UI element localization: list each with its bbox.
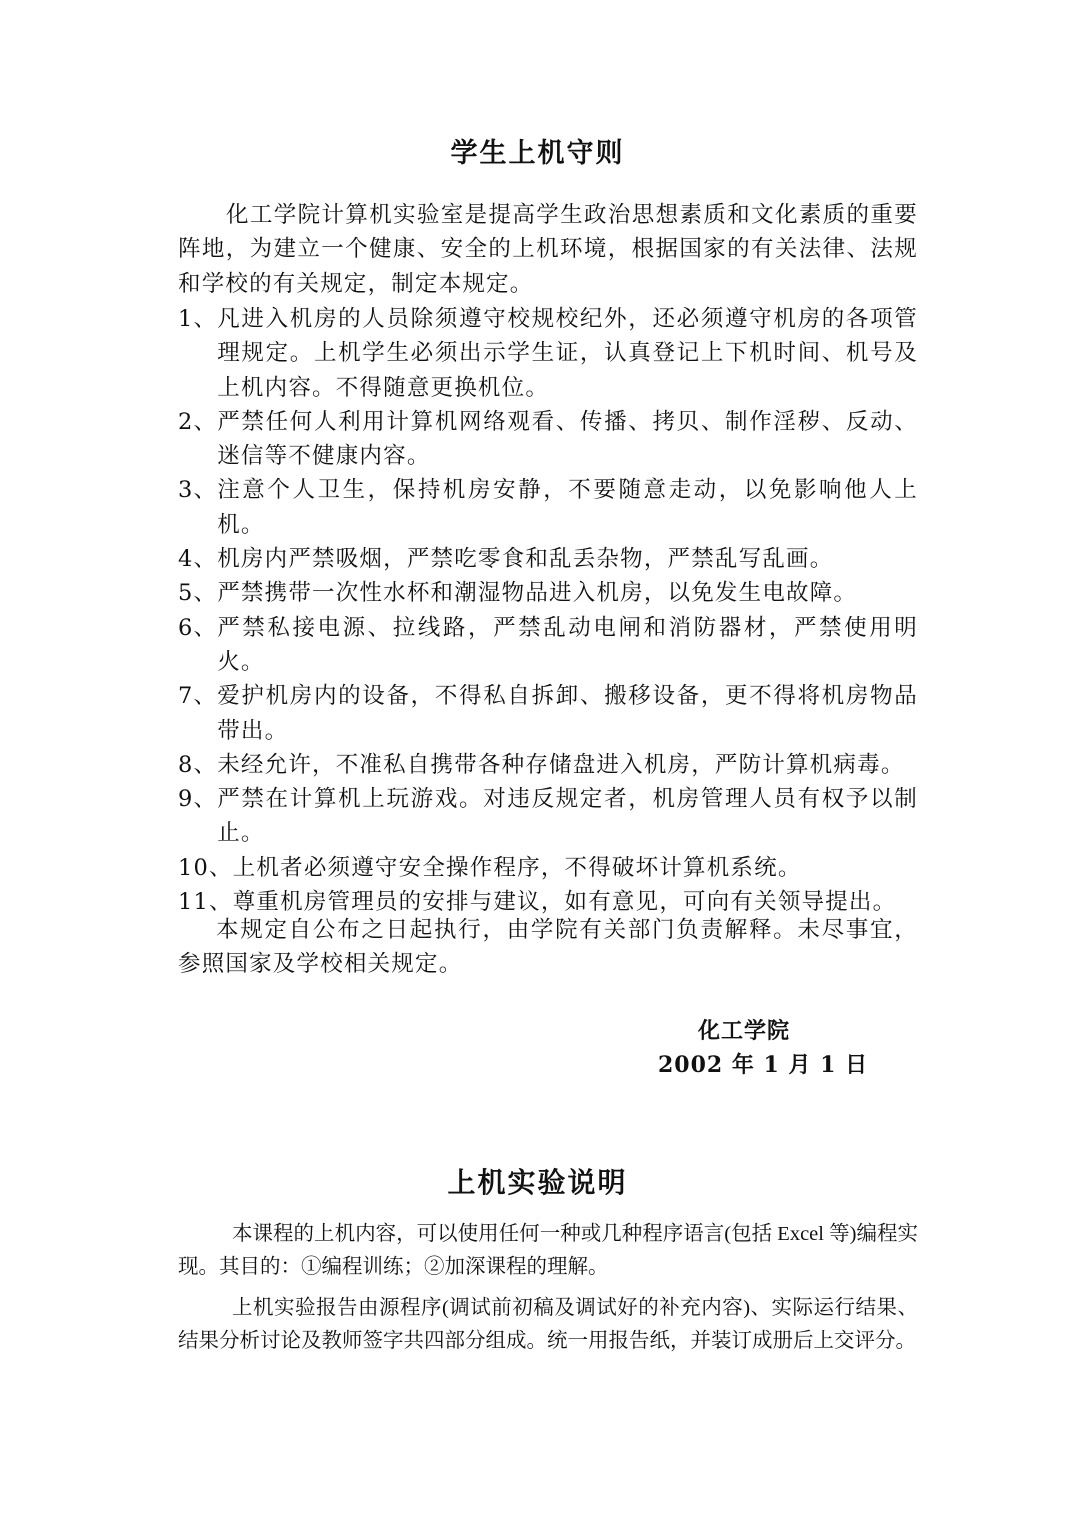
rule-item [178,302,918,405]
rule-number: 6、 [178,614,218,641]
rule-text: 上机者必须遵守安全操作程序，不得破坏计算机系统。 [232,854,802,881]
notes-paragraph: 上机实验报告由源程序(调试前初稿及调试好的补充内容)、实际运行结果、结果分析讨论及教师签字共四部分组成。统一用报告纸，并装订成册后上交评分。 [178,1297,918,1352]
signature-date: 2002 年 1 月 1 日 [658,1052,869,1078]
rule-text: 严禁任何人利用计算机网络观看、传播、拷贝、制作淫秽、反动、迷信等不健康内容。 [217,408,918,470]
rule-number: 4、 [178,546,218,573]
rule-text: 凡进入机房的人员除须遵守校规校纪外，还必须遵守机房的各项管理规定。上机学生必须出示学生证，认真登记上下机时间、机号及上机内容。不得随意更换机位。 [217,306,918,401]
rule-number: 2、 [178,408,218,435]
rule-number: 10、 [178,854,233,881]
rule-text: 严禁在计算机上玩游戏。对违反规定者，机房管理人员有权予以制止。 [217,786,918,847]
rule-item [178,473,918,542]
rule-number: 7、 [178,683,218,710]
rule-item [178,782,918,851]
rule-text: 爱护机房内的设备，不得私自拆卸、搬移设备，更不得将机房物品带出。 [217,683,918,744]
rule-text: 严禁私接电源、拉线路，严禁乱动电闸和消防器材，严禁使用明火。 [217,614,918,675]
intro-text: 化工学院计算机实验室是提高学生政治思想素质和文化素质的重要阵地，为建立一个健康、安全的上机环境，根据国家的有关法律、法规和学校的有关规定，制定本规定。 [178,202,918,297]
rule-text: 注意个人卫生，保持机房安静，不要随意走动，以免影响他人上机。 [217,477,918,538]
rule-number: 9、 [178,786,218,813]
rule-number: 3、 [178,477,218,504]
rule-item [178,611,918,680]
rule-number: 8、 [178,751,218,778]
rule-item [178,679,918,748]
rule-number: 11、 [178,889,233,916]
rule-item [178,542,918,576]
page-title: 学生上机守则 [450,138,625,169]
rule-number: 5、 [178,580,218,607]
notes-paragraph: 本课程的上机内容，可以使用任何一种或几种程序语言(包括 Excel 等)编程实现。其目的：①编程训练；②加深课程的理解。 [178,1223,918,1278]
signature-organization: 化工学院 [698,1018,791,1044]
rule-text: 未经允许，不准私自携带各种存储盘进入机房，严防计算机病毒。 [217,751,905,778]
intro-paragraph [178,198,918,301]
rule-text: 严禁携带一次性水杯和潮湿物品进入机房，以免发生电故障。 [217,580,858,607]
rule-text: 尊重机房管理员的安排与建议，如有意见，可向有关领导提出。 [232,889,897,916]
notes-section [178,1218,918,1366]
rule-item [178,576,918,610]
closing-paragraph: 本规定自公布之日起执行，由学院有关部门负责解释。未尽事宜，参照国家及学校相关规定。 [178,917,918,978]
rule-number: 1、 [178,306,218,332]
rules-list [178,302,918,919]
rule-item [178,748,918,782]
rule-text: 机房内严禁吸烟，严禁吃零食和乱丢杂物，严禁乱写乱画。 [217,546,834,573]
section-title: 上机实验说明 [447,1166,628,1199]
rule-item [178,851,918,885]
rule-item [178,405,918,474]
